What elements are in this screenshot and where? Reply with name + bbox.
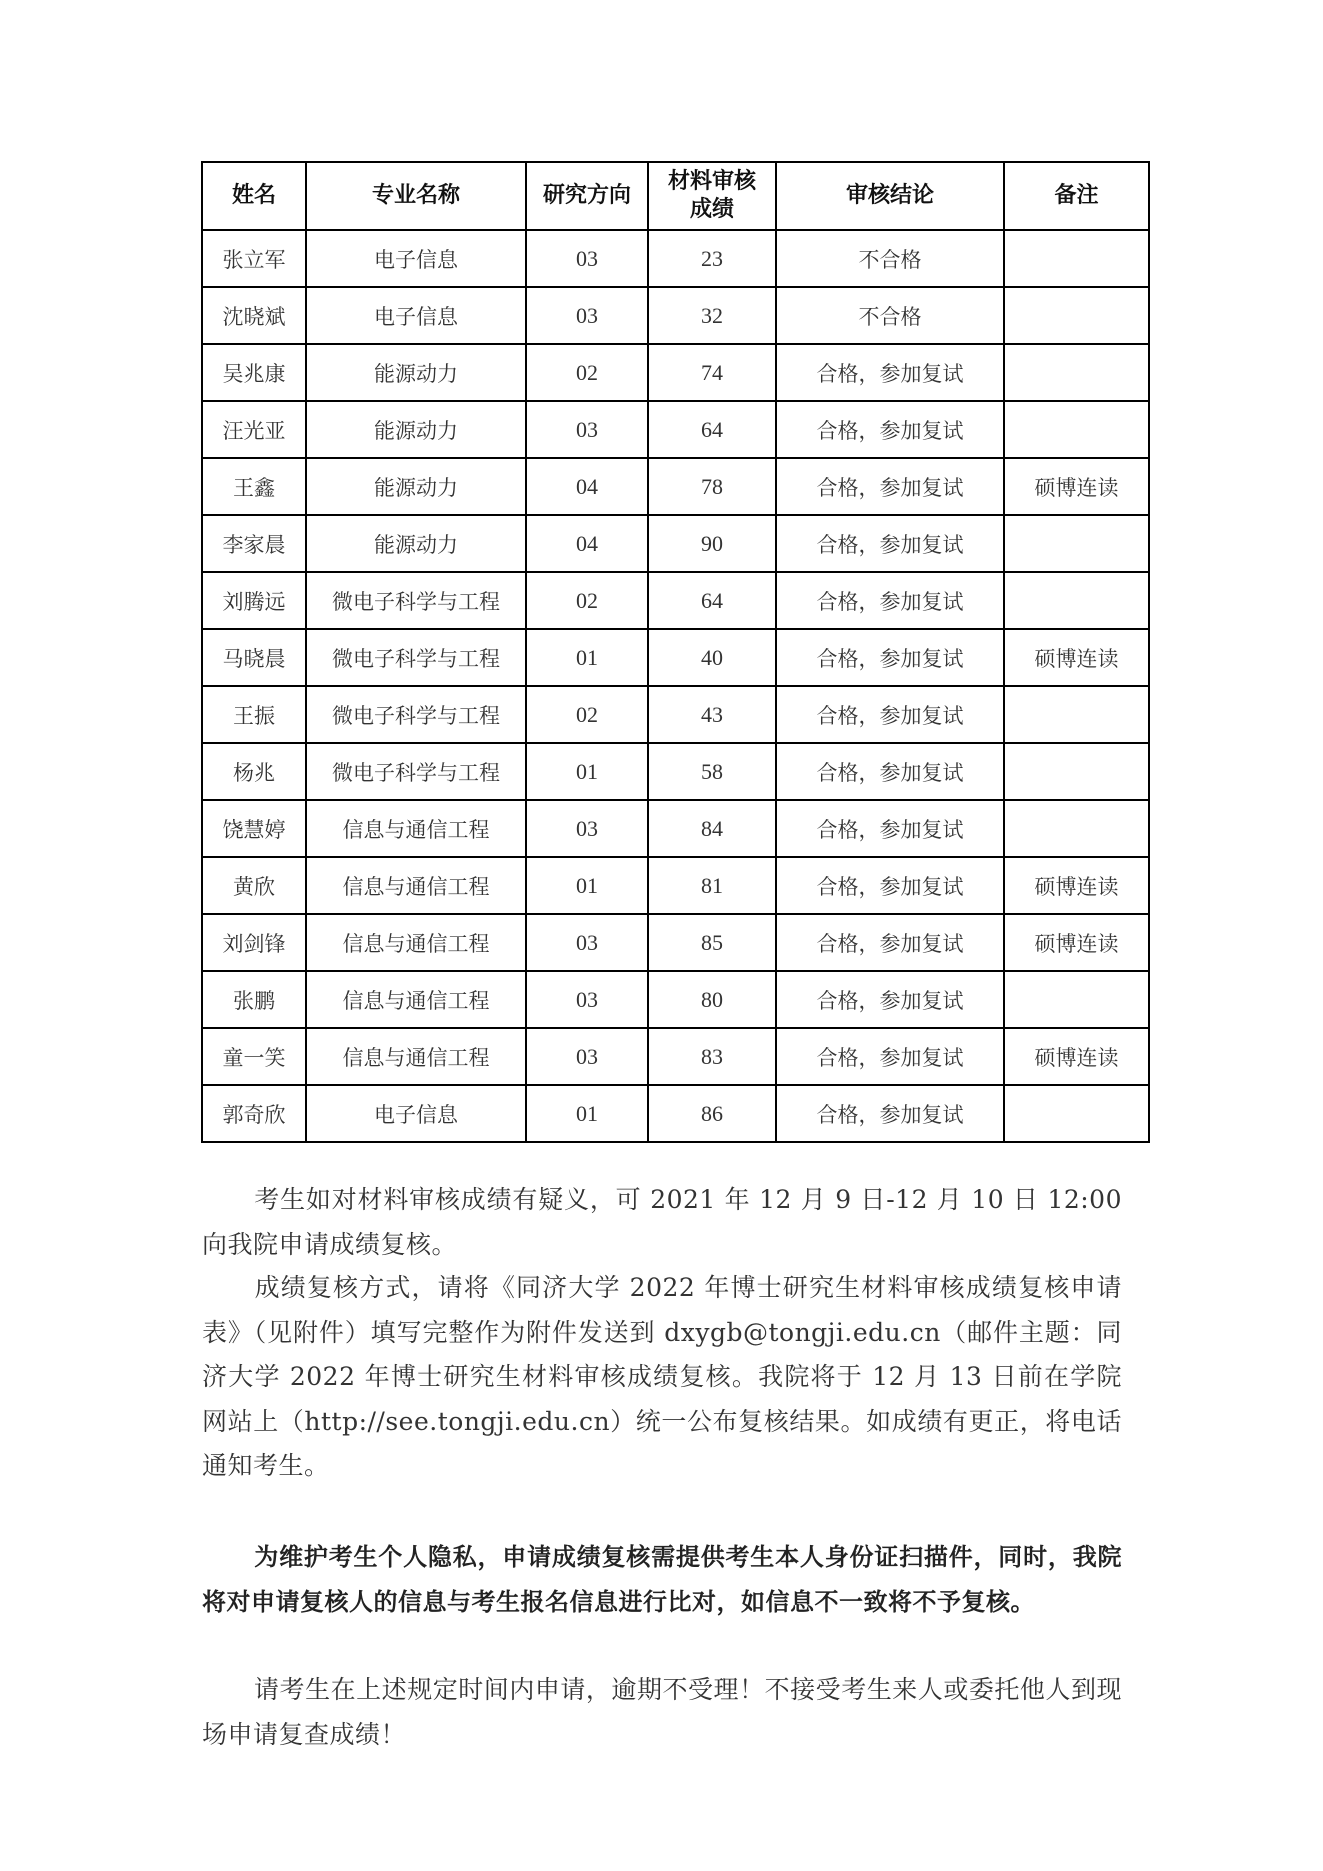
table-row: [202, 515, 1149, 572]
cell-conclusion: 合格，参加复试: [776, 800, 1004, 857]
cell-name: 王鑫: [202, 458, 306, 515]
cell-major: 信息与通信工程: [306, 800, 526, 857]
cell-direction: 01: [526, 743, 648, 800]
col-header-name: 姓名: [202, 162, 306, 230]
cell-name: 马晓晨: [202, 629, 306, 686]
cell-direction: 02: [526, 686, 648, 743]
cell-name: 张鹏: [202, 971, 306, 1028]
cell-major: 信息与通信工程: [306, 971, 526, 1028]
table-row: [202, 914, 1149, 971]
col-header-major: 专业名称: [306, 162, 526, 230]
table-row: [202, 1085, 1149, 1142]
cell-direction: 03: [526, 971, 648, 1028]
table-row: [202, 230, 1149, 287]
cell-major: 能源动力: [306, 401, 526, 458]
table-header-row: [202, 162, 1149, 230]
cell-note: [1004, 971, 1149, 1028]
cell-name: 李家晨: [202, 515, 306, 572]
col-header-note: 备注: [1004, 162, 1149, 230]
cell-name: 童一笑: [202, 1028, 306, 1085]
cell-conclusion: 合格，参加复试: [776, 344, 1004, 401]
cell-major: 微电子科学与工程: [306, 686, 526, 743]
cell-note: [1004, 344, 1149, 401]
cell-score: 64: [648, 401, 776, 458]
cell-conclusion: 合格，参加复试: [776, 857, 1004, 914]
cell-direction: 01: [526, 857, 648, 914]
cell-major: 信息与通信工程: [306, 857, 526, 914]
table-row: [202, 686, 1149, 743]
cell-direction: 01: [526, 1085, 648, 1142]
cell-note: 硕博连读: [1004, 857, 1149, 914]
col-header-score-line1: 材料审核: [667, 169, 756, 194]
table-row: [202, 401, 1149, 458]
cell-note: [1004, 572, 1149, 629]
cell-note: [1004, 1085, 1149, 1142]
cell-direction: 02: [526, 344, 648, 401]
table-row: [202, 458, 1149, 515]
cell-conclusion: 合格，参加复试: [776, 971, 1004, 1028]
cell-major: 信息与通信工程: [306, 914, 526, 971]
cell-major: 能源动力: [306, 458, 526, 515]
cell-name: 王振: [202, 686, 306, 743]
paragraph-deadline-notice: 请考生在上述规定时间内申请，逾期不受理！不接受考生来人或委托他人到现场申请复查成绩！: [202, 1675, 1122, 1749]
cell-score: 23: [648, 230, 776, 287]
cell-major: 电子信息: [306, 287, 526, 344]
cell-direction: 03: [526, 1028, 648, 1085]
cell-name: 张立军: [202, 230, 306, 287]
cell-note: [1004, 230, 1149, 287]
cell-note: 硕博连读: [1004, 629, 1149, 686]
cell-direction: 03: [526, 914, 648, 971]
cell-score: 40: [648, 629, 776, 686]
cell-name: 吴兆康: [202, 344, 306, 401]
cell-score: 84: [648, 800, 776, 857]
table-row: [202, 287, 1149, 344]
table-row: [202, 971, 1149, 1028]
table-row: [202, 629, 1149, 686]
cell-note: 硕博连读: [1004, 1028, 1149, 1085]
cell-score: 81: [648, 857, 776, 914]
cell-direction: 03: [526, 230, 648, 287]
cell-note: [1004, 743, 1149, 800]
cell-note: [1004, 515, 1149, 572]
table-row: [202, 572, 1149, 629]
cell-name: 刘剑锋: [202, 914, 306, 971]
cell-score: 43: [648, 686, 776, 743]
cell-score: 90: [648, 515, 776, 572]
cell-conclusion: 合格，参加复试: [776, 686, 1004, 743]
cell-conclusion: 合格，参加复试: [776, 914, 1004, 971]
cell-major: 电子信息: [306, 1085, 526, 1142]
cell-note: 硕博连读: [1004, 458, 1149, 515]
cell-conclusion: 合格，参加复试: [776, 629, 1004, 686]
cell-name: 黄欣: [202, 857, 306, 914]
cell-direction: 04: [526, 458, 648, 515]
cell-conclusion: 合格，参加复试: [776, 1028, 1004, 1085]
paragraph-review-method: 成绩复核方式，请将《同济大学 2022 年博士研究生材料审核成绩复核申请表》（见附件）填写完整作为附件发送到 dxygb@tongji.edu.cn（邮件主题：同济大学 2022 年博士研究生材料审核成绩复核。我院将于 12 月 13 日前在学院网站上（http://see.tongji.edu.cn）统一公布复核结果。如成绩有更正，将电话通知考生。: [202, 1273, 1122, 1480]
cell-conclusion: 合格，参加复试: [776, 515, 1004, 572]
cell-note: 硕博连读: [1004, 914, 1149, 971]
cell-direction: 02: [526, 572, 648, 629]
cell-note: [1004, 686, 1149, 743]
cell-score: 80: [648, 971, 776, 1028]
cell-score: 83: [648, 1028, 776, 1085]
cell-direction: 04: [526, 515, 648, 572]
cell-score: 32: [648, 287, 776, 344]
col-header-conclusion: 审核结论: [776, 162, 1004, 230]
cell-name: 郭奇欣: [202, 1085, 306, 1142]
cell-name: 刘腾远: [202, 572, 306, 629]
cell-conclusion: 合格，参加复试: [776, 572, 1004, 629]
cell-score: 64: [648, 572, 776, 629]
cell-score: 58: [648, 743, 776, 800]
cell-score: 85: [648, 914, 776, 971]
cell-conclusion: 不合格: [776, 230, 1004, 287]
cell-conclusion: 合格，参加复试: [776, 401, 1004, 458]
table-row: [202, 1028, 1149, 1085]
exam-results-table: [201, 161, 1150, 1143]
cell-conclusion: 合格，参加复试: [776, 458, 1004, 515]
table-row: [202, 857, 1149, 914]
cell-major: 微电子科学与工程: [306, 572, 526, 629]
col-header-score: [648, 162, 776, 230]
cell-note: [1004, 287, 1149, 344]
paragraph-review-period: 考生如对材料审核成绩有疑义，可 2021 年 12 月 9 日-12 月 10 日 12:00 向我院申请成绩复核。: [202, 1185, 1122, 1259]
cell-note: [1004, 401, 1149, 458]
col-header-direction: 研究方向: [526, 162, 648, 230]
cell-major: 能源动力: [306, 344, 526, 401]
cell-direction: 03: [526, 401, 648, 458]
cell-direction: 03: [526, 287, 648, 344]
cell-conclusion: 合格，参加复试: [776, 1085, 1004, 1142]
table-row: [202, 800, 1149, 857]
cell-name: 沈晓斌: [202, 287, 306, 344]
cell-name: 汪光亚: [202, 401, 306, 458]
cell-conclusion: 不合格: [776, 287, 1004, 344]
cell-major: 电子信息: [306, 230, 526, 287]
cell-direction: 03: [526, 800, 648, 857]
paragraph-privacy-notice: 为维护考生个人隐私，申请成绩复核需提供考生本人身份证扫描件，同时，我院将对申请复核人的信息与考生报名信息进行比对，如信息不一致将不予复核。: [202, 1543, 1122, 1616]
cell-major: 能源动力: [306, 515, 526, 572]
cell-score: 86: [648, 1085, 776, 1142]
col-header-score-line2: 成绩: [689, 197, 734, 222]
cell-major: 微电子科学与工程: [306, 743, 526, 800]
cell-score: 78: [648, 458, 776, 515]
table-row: [202, 344, 1149, 401]
cell-major: 信息与通信工程: [306, 1028, 526, 1085]
cell-score: 74: [648, 344, 776, 401]
cell-name: 饶慧婷: [202, 800, 306, 857]
cell-name: 杨兆: [202, 743, 306, 800]
cell-direction: 01: [526, 629, 648, 686]
table-row: [202, 743, 1149, 800]
cell-note: [1004, 800, 1149, 857]
cell-conclusion: 合格，参加复试: [776, 743, 1004, 800]
cell-major: 微电子科学与工程: [306, 629, 526, 686]
